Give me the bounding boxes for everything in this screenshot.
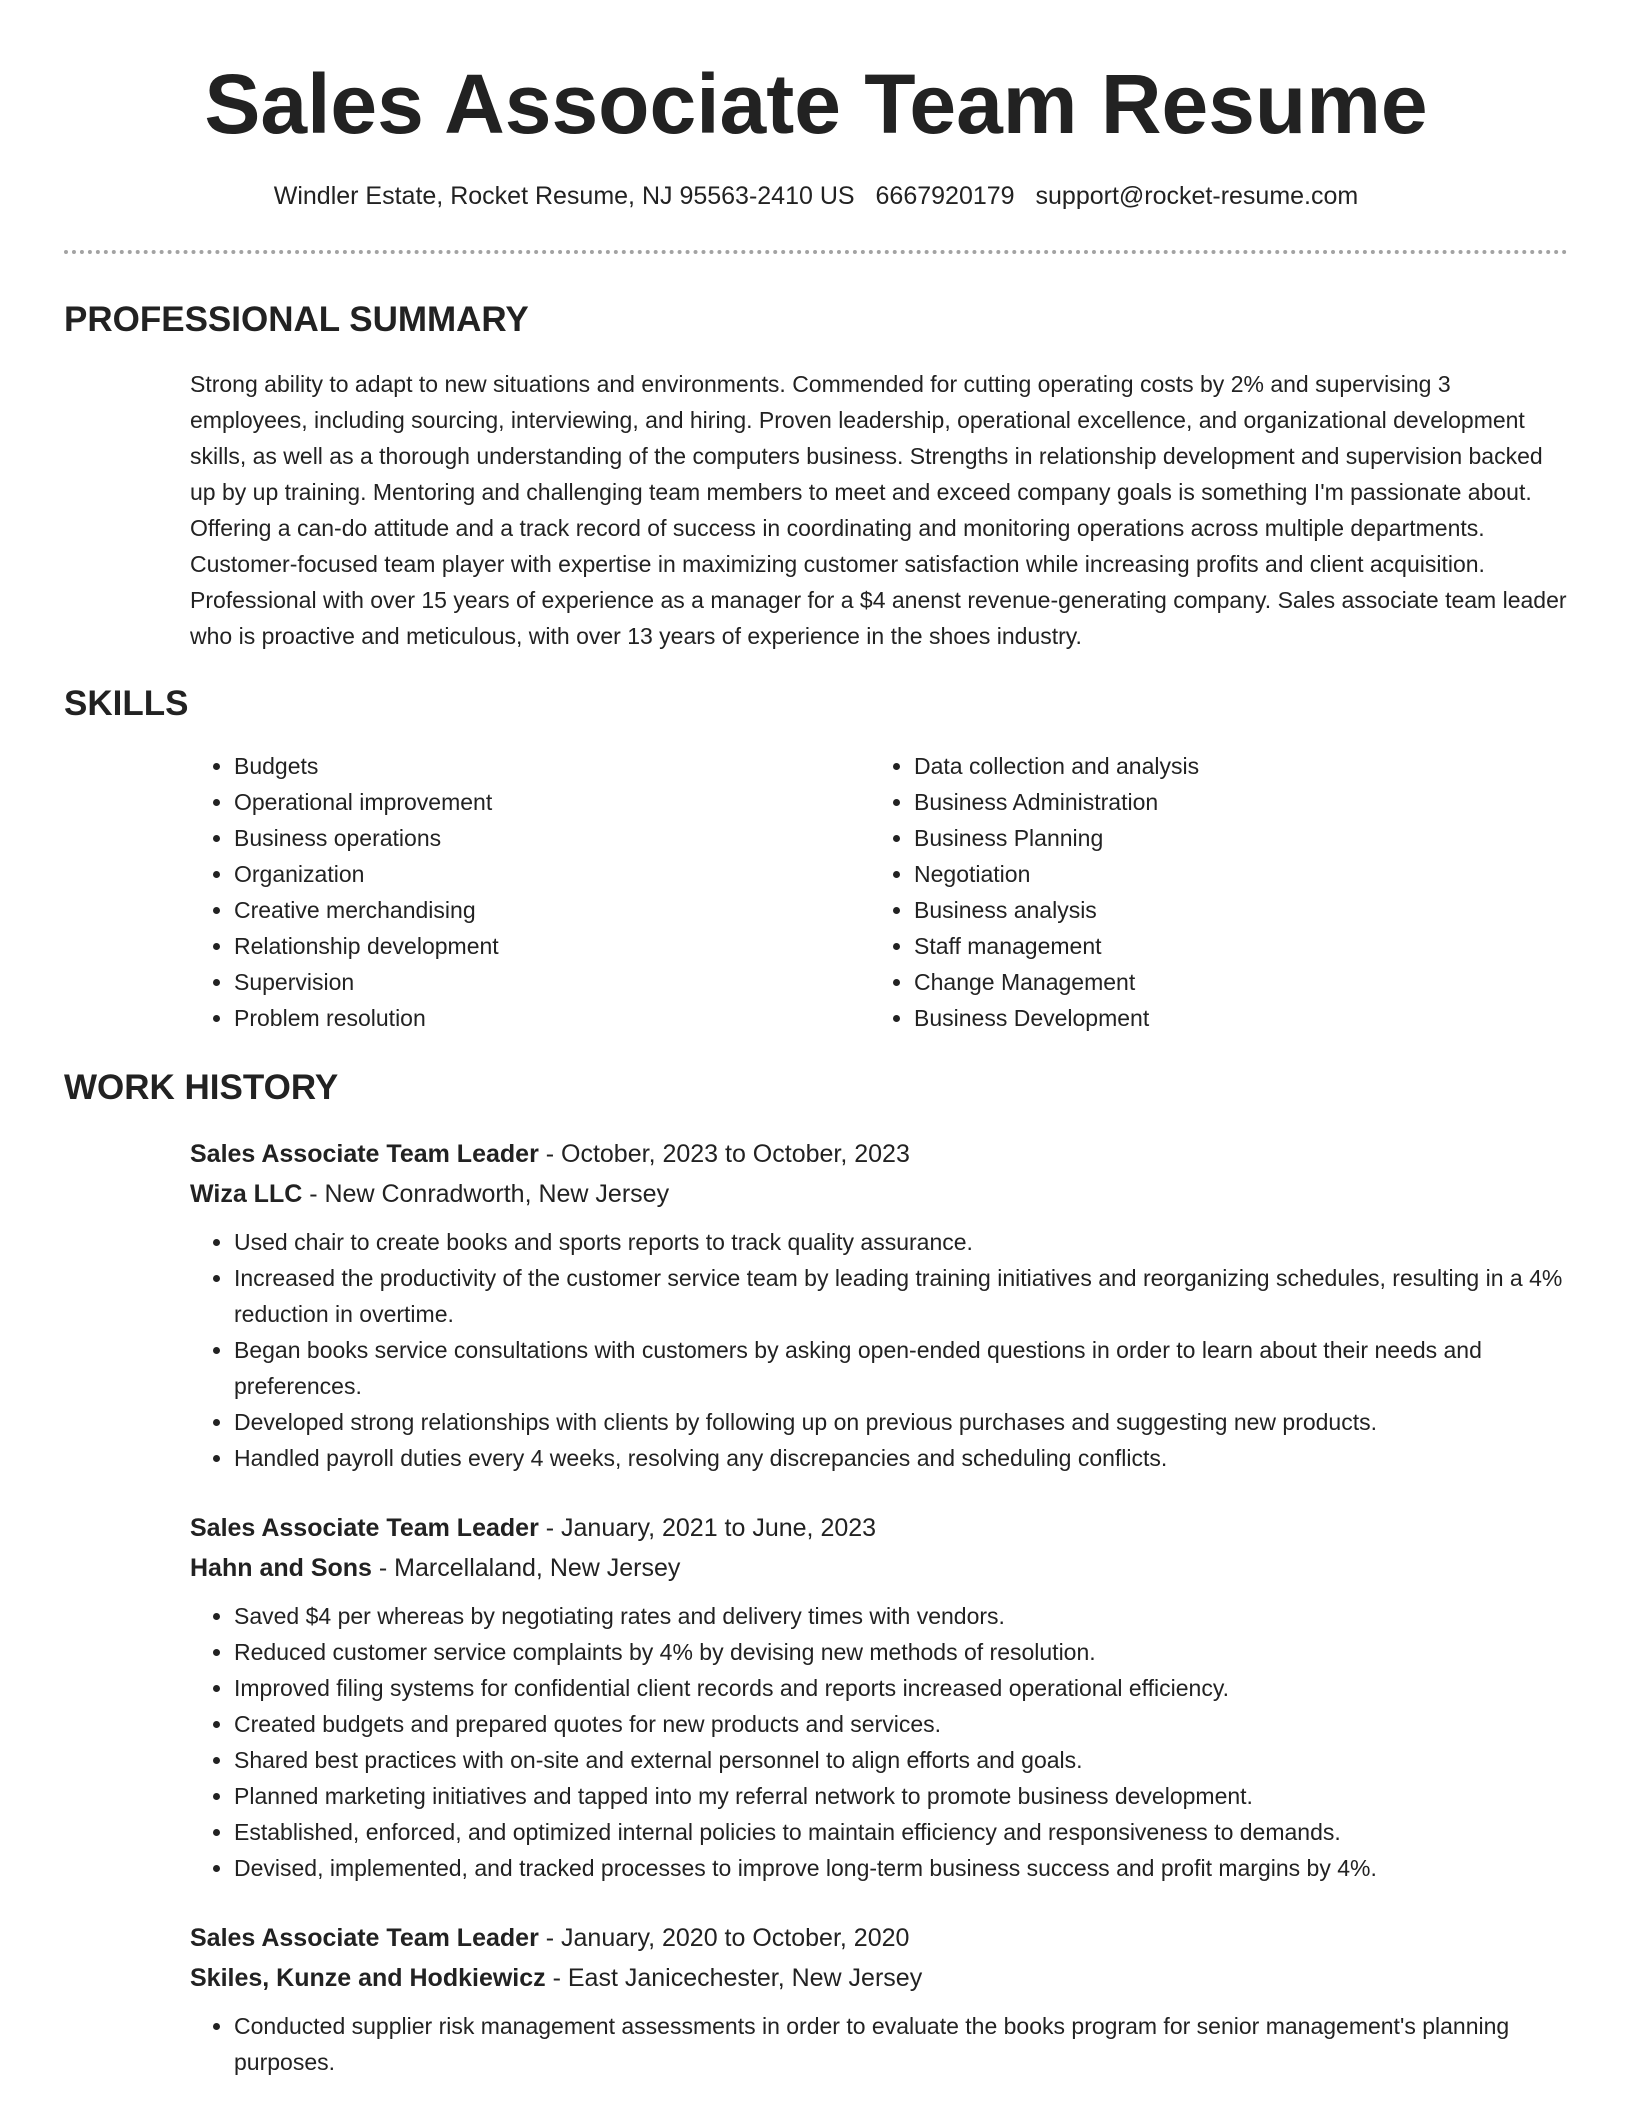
section-title-skills: SKILLS [64, 684, 189, 723]
job-bullet: • Reduced customer service complaints by 4% by devising new methods of resolution. [234, 1634, 1568, 1670]
job-role: Sales Associate Team Leader [190, 1140, 539, 1168]
skills-column-right [870, 748, 1550, 1036]
job-entry [190, 1134, 1568, 1476]
job-bullets [190, 2008, 1568, 2080]
job-bullet: • Created budgets and prepared quotes for new products and services. [234, 1706, 1568, 1742]
job-location: - Marcellaland, New Jersey [371, 1554, 681, 1582]
header-divider [64, 250, 1568, 254]
skill-item: • Operational improvement [234, 784, 870, 820]
job-company-line [190, 1548, 1568, 1588]
job-bullet: • Shared best practices with on-site and external personnel to align efforts and goals. [234, 1742, 1568, 1778]
job-company-line [190, 1958, 1568, 1998]
job-dates: - October, 2023 to October, 2023 [538, 1140, 910, 1168]
job-bullet: • Conducted supplier risk management assessments in order to evaluate the books program for senior management's planning purposes. [234, 2008, 1568, 2080]
skills-list [190, 748, 1568, 1036]
job-bullet: • Increased the productivity of the customer service team by leading training initiatives and reorganizing schedules, resulting in a 4% reduction in overtime. [234, 1260, 1568, 1332]
job-dates: - January, 2020 to October, 2020 [538, 1924, 910, 1952]
job-title-line [190, 1508, 1568, 1548]
skill-item: • Supervision [234, 964, 870, 1000]
skill-item: • Staff management [914, 928, 1550, 964]
job-company-line [190, 1174, 1568, 1214]
skill-item: • Business Administration [914, 784, 1550, 820]
job-company: Skiles, Kunze and Hodkiewicz [190, 1964, 546, 1992]
job-bullet: • Handled payroll duties every 4 weeks, resolving any discrepancies and scheduling conflicts. [234, 1440, 1568, 1476]
job-bullets [190, 1224, 1568, 1476]
skill-item: • Business Development [914, 1000, 1550, 1036]
job-bullet: • Devised, implemented, and tracked processes to improve long-term business success and profit margins by 4%. [234, 1850, 1568, 1886]
skills-column-left [190, 748, 870, 1036]
job-location: - East Janicechester, New Jersey [545, 1964, 923, 1992]
skill-item: • Change Management [914, 964, 1550, 1000]
job-company: Hahn and Sons [190, 1554, 372, 1582]
skill-item: • Budgets [234, 748, 870, 784]
job-role: Sales Associate Team Leader [190, 1514, 539, 1542]
skill-item: • Problem resolution [234, 1000, 870, 1036]
skill-item: • Negotiation [914, 856, 1550, 892]
contact-line [64, 180, 1568, 212]
resume-page [64, 0, 1568, 2080]
skill-item: • Business analysis [914, 892, 1550, 928]
job-bullet: • Used chair to create books and sports reports to track quality assurance. [234, 1224, 1568, 1260]
contact-email: support@rocket-resume.com [1035, 182, 1359, 210]
job-company: Wiza LLC [190, 1180, 303, 1208]
job-dates: - January, 2021 to June, 2023 [538, 1514, 877, 1542]
section-title-work-history: WORK HISTORY [64, 1068, 339, 1107]
job-entry [190, 1918, 1568, 2080]
job-bullet: • Began books service consultations with customers by asking open-ended questions in order to learn about their needs and preferences. [234, 1332, 1568, 1404]
section-title-summary: PROFESSIONAL SUMMARY [64, 300, 529, 339]
job-entry [190, 1508, 1568, 1886]
summary-text: Strong ability to adapt to new situations and environments. Commended for cutting operating costs by 2% and supervising 3 employees, including sourcing, interviewing, and hiring. Proven leadership, operational excellence, and organizational development skills, as well as a thorough understanding of the computers business. Strengths in relationship development and supervision backed up by up training. Mentoring and challenging team members to meet and exceed company goals is something I'm passionate about. Offering a can-do attitude and a track record of success in coordinating and monitoring operations across multiple departments. Customer-focused team player with expertise in maximizing customer satisfaction while increasing profits and client acquisition. Professional with over 15 years of experience as a manager for a $4 anenst revenue-generating company. Sales associate team leader who is proactive and meticulous, with over 13 years of experience in the shoes industry. [190, 371, 1567, 649]
skill-item: • Creative merchandising [234, 892, 870, 928]
job-bullet: • Improved filing systems for confidential client records and reports increased operational efficiency. [234, 1670, 1568, 1706]
contact-phone: 6667920179 [875, 182, 1015, 210]
job-bullet: • Developed strong relationships with clients by following up on previous purchases and suggesting new products. [234, 1404, 1568, 1440]
contact-address: Windler Estate, Rocket Resume, NJ 95563-2410 US [273, 182, 855, 210]
job-bullet: • Established, enforced, and optimized internal policies to maintain efficiency and responsiveness to demands. [234, 1814, 1568, 1850]
skill-item: • Relationship development [234, 928, 870, 964]
skill-item: • Business Planning [914, 820, 1550, 856]
skill-item: • Data collection and analysis [914, 748, 1550, 784]
job-title-line [190, 1134, 1568, 1174]
job-title-line [190, 1918, 1568, 1958]
job-location: - New Conradworth, New Jersey [302, 1180, 670, 1208]
job-bullet: • Saved $4 per whereas by negotiating rates and delivery times with vendors. [234, 1598, 1568, 1634]
job-role: Sales Associate Team Leader [190, 1924, 539, 1952]
job-bullet: • Planned marketing initiatives and tapped into my referral network to promote business development. [234, 1778, 1568, 1814]
resume-title: Sales Associate Team Resume [204, 57, 1428, 151]
skill-item: • Business operations [234, 820, 870, 856]
job-bullets [190, 1598, 1568, 1886]
skill-item: • Organization [234, 856, 870, 892]
